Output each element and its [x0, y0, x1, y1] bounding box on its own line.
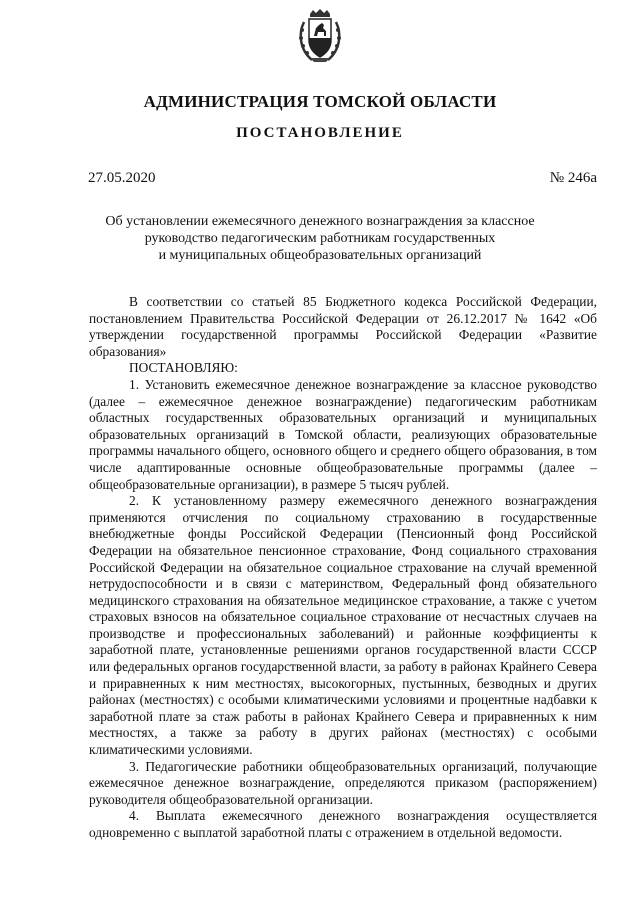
clause-paragraph: 3. Педагогические работники общеобразовательных организаций, получающие ежемесячное денежное вознаграждение, определяются приказом (распоряжением) руководителя общеобразовательной организации.	[89, 758, 597, 807]
organization-name: АДМИНИСТРАЦИЯ ТОМСКОЙ ОБЛАСТИ	[143, 92, 497, 111]
subject-line: и муниципальных общеобразовательных организаций	[158, 248, 482, 263]
document-date: 27.05.2020	[88, 170, 156, 186]
document-body	[89, 294, 597, 842]
clause-paragraph: 4. Выплата ежемесячного денежного вознаграждения осуществляется одновременно с выплатой заработной платы с отражением в отдельной ведомости.	[89, 808, 597, 840]
tomsk-region-coat-of-arms-icon	[296, 8, 344, 64]
document-type: ПОСТАНОВЛЕНИЕ	[236, 125, 404, 141]
subject-line: руководство педагогическим работникам государственных	[144, 231, 496, 246]
clause-paragraph: 1. Установить ежемесячное денежное вознаграждение за классное руководство (далее – ежемесячное денежное вознаграждение) педагогическим работникам областных государственных образовательных организаций и муниципальных образовательных организаций в Томской области, реализующих образовательные программы начального общего, основного общего и среднего общего образования, в том числе адаптированные основные общеобразовательные программы (далее – общеобразовательные организации), в размере 5 тысяч рублей.	[89, 376, 597, 492]
decree-word: ПОСТАНОВЛЯЮ:	[129, 360, 238, 376]
document-subject	[100, 213, 540, 264]
preamble-paragraph: В соответствии со статьей 85 Бюджетного кодекса Российской Федерации, постановлением Правительства Российской Федерации от 26.12.2017 № 1642 «Об утверждении государственной программы Российской Федерации «Развитие образования»	[89, 294, 597, 359]
coat-of-arms-emblem	[296, 8, 344, 64]
document-number: № 246а	[549, 170, 597, 186]
clause-paragraph: 2. К установленному размеру ежемесячного денежного вознаграждения применяются отчисления по социальному страхованию в государственные внебюджетные фонды Российской Федерации (Пенсионный фонд Российской Федерации на обязательное пенсионное страхование, Фонд социального страхования Российской Федерации на обязательное социальное страхование на случай временной нетрудоспособности и в связи с материнством, Федеральный фонд обязательного медицинского страхования на обязательное медицинское страхование, а также с учетом страховых взносов на обязательное социальное страхование от несчастных случаев на производстве и профессиональных заболеваний) и районные коэффициенты к заработной плате, установленные решениями органов государственной власти СССР или федеральных органов государственной власти, за работу в районах Крайнего Севера и приравненных к ним местностях, высокогорных, пустынных, безводных и других районах (местностях) с особыми климатическими условиями и процентные надбавки к заработной плате за стаж работы в районах Крайнего Севера и приравненных к ним местностях, а также за работу в других районах (местностях) с особыми климатическими условиями.	[89, 493, 597, 758]
subject-line: Об установлении ежемесячного денежного вознаграждения за классное	[105, 214, 535, 229]
